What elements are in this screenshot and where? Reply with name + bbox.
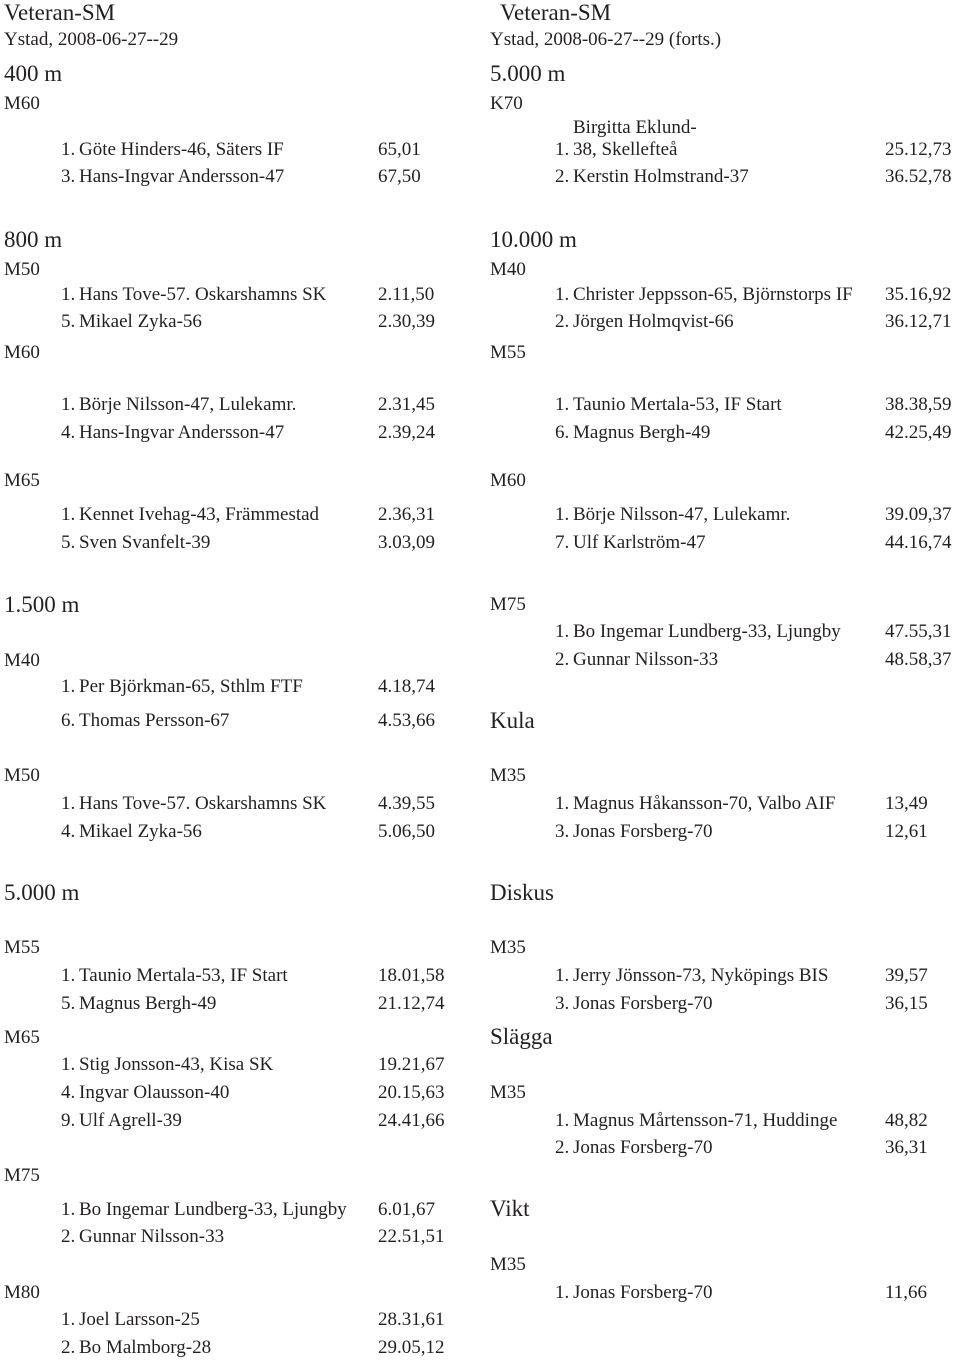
result-value: 36.52,78 <box>885 166 952 187</box>
result-athlete: Jerry Jönsson-73, Nyköpings BIS <box>573 965 829 986</box>
result-place: 1. <box>61 139 76 160</box>
event-heading: 1.500 m <box>4 592 80 617</box>
result-value: 20.15,63 <box>378 1082 445 1103</box>
result-place: 1. <box>61 676 76 697</box>
result-value: 29.05,12 <box>378 1337 445 1358</box>
result-athlete: Sven Svanfelt-39 <box>79 532 211 553</box>
class-heading: M75 <box>4 1165 40 1186</box>
result-value: 48,82 <box>885 1110 928 1131</box>
result-athlete-line1: Birgitta Eklund- <box>573 117 697 138</box>
result-place: 1. <box>555 139 570 160</box>
result-value: 4.18,74 <box>378 676 435 697</box>
result-athlete: Hans-Ingvar Andersson-47 <box>79 166 285 187</box>
result-place: 1. <box>61 1199 76 1220</box>
result-athlete: Jonas Forsberg-70 <box>573 1137 713 1158</box>
result-value: 2.36,31 <box>378 504 435 525</box>
result-place: 2. <box>555 166 570 187</box>
event-heading: 800 m <box>4 227 63 252</box>
result-place: 2. <box>555 649 570 670</box>
result-value: 25.12,73 <box>885 139 952 160</box>
result-value: 36.12,71 <box>885 311 952 332</box>
result-athlete: Per Björkman-65, Sthlm FTF <box>79 676 303 697</box>
result-athlete: Kerstin Holmstrand-37 <box>573 166 749 187</box>
result-place: 1. <box>61 793 76 814</box>
class-heading: M60 <box>4 342 40 363</box>
result-athlete: Mikael Zyka-56 <box>79 311 202 332</box>
result-athlete: Taunio Mertala-53, IF Start <box>573 394 782 415</box>
class-heading: M40 <box>4 650 40 671</box>
result-place: 2. <box>61 1337 76 1358</box>
result-athlete: Kennet Ivehag-43, Främmestad <box>79 504 320 525</box>
result-place: 5. <box>61 311 76 332</box>
class-heading: M65 <box>4 1027 40 1048</box>
result-value: 5.06,50 <box>378 821 435 842</box>
result-place: 1. <box>61 1309 76 1330</box>
result-place: 9. <box>61 1110 76 1131</box>
result-athlete: Ingvar Olausson-40 <box>79 1082 230 1103</box>
result-athlete: Jonas Forsberg-70 <box>573 1282 713 1303</box>
result-place: 2. <box>61 1226 76 1247</box>
result-athlete: 38, Skellefteå <box>573 139 678 160</box>
result-athlete: Jonas Forsberg-70 <box>573 821 713 842</box>
result-place: 1. <box>61 965 76 986</box>
result-place: 1. <box>555 1282 570 1303</box>
result-value: 35.16,92 <box>885 284 952 305</box>
event-heading: Diskus <box>490 880 554 905</box>
result-value: 4.39,55 <box>378 793 435 814</box>
result-athlete: Börje Nilsson-47, Lulekamr. <box>79 394 297 415</box>
class-heading: M35 <box>490 937 526 958</box>
result-athlete: Jonas Forsberg-70 <box>573 993 713 1014</box>
result-place: 1. <box>555 965 570 986</box>
result-value: 4.53,66 <box>378 710 435 731</box>
result-place: 1. <box>61 1054 76 1075</box>
class-heading: M60 <box>4 93 40 114</box>
result-value: 2.39,24 <box>378 422 435 443</box>
result-value: 48.58,37 <box>885 649 952 670</box>
result-place: 1. <box>555 1110 570 1131</box>
result-athlete: Gunnar Nilsson-33 <box>79 1226 225 1247</box>
result-athlete: Hans Tove-57. Oskarshamns SK <box>79 793 327 814</box>
result-athlete: Bo Ingemar Lundberg-33, Ljungby <box>79 1199 347 1220</box>
class-heading: M60 <box>490 470 526 491</box>
result-place: 7. <box>555 532 570 553</box>
event-heading: Slägga <box>490 1024 553 1049</box>
result-value: 6.01,67 <box>378 1199 435 1220</box>
right-subtitle: Ystad, 2008-06-27--29 (forts.) <box>490 29 722 50</box>
result-athlete: Taunio Mertala-53, IF Start <box>79 965 288 986</box>
result-value: 65,01 <box>378 139 421 160</box>
result-value: 67,50 <box>378 166 421 187</box>
result-place: 4. <box>61 821 76 842</box>
right-title: Veteran-SM <box>500 0 612 25</box>
result-value: 19.21,67 <box>378 1054 445 1075</box>
result-place: 1. <box>555 394 570 415</box>
result-value: 28.31,61 <box>378 1309 445 1330</box>
class-heading: M80 <box>4 1282 40 1303</box>
class-heading: M65 <box>4 470 40 491</box>
result-value: 36,15 <box>885 993 928 1014</box>
class-heading: M55 <box>490 342 526 363</box>
result-place: 1. <box>555 793 570 814</box>
result-athlete: Joel Larsson-25 <box>79 1309 200 1330</box>
result-value: 42.25,49 <box>885 422 952 443</box>
result-place: 6. <box>61 710 76 731</box>
result-athlete: Ulf Karlström-47 <box>573 532 706 553</box>
result-value: 38.38,59 <box>885 394 952 415</box>
result-place: 1. <box>61 284 76 305</box>
result-athlete: Ulf Agrell-39 <box>79 1110 182 1131</box>
result-place: 1. <box>555 284 570 305</box>
result-place: 3. <box>61 166 76 187</box>
class-heading: M50 <box>4 259 40 280</box>
result-value: 2.31,45 <box>378 394 435 415</box>
result-value: 24.41,66 <box>378 1110 445 1131</box>
result-place: 4. <box>61 1082 76 1103</box>
result-athlete: Magnus Bergh-49 <box>573 422 711 443</box>
result-value: 2.11,50 <box>378 284 435 305</box>
event-heading: 5.000 m <box>490 61 566 86</box>
result-value: 12,61 <box>885 821 928 842</box>
result-athlete: Hans-Ingvar Andersson-47 <box>79 422 285 443</box>
left-title: Veteran-SM <box>4 0 116 25</box>
result-value: 3.03,09 <box>378 532 435 553</box>
result-athlete: Bo Malmborg-28 <box>79 1337 212 1358</box>
result-value: 18.01,58 <box>378 965 445 986</box>
result-athlete: Börje Nilsson-47, Lulekamr. <box>573 504 791 525</box>
result-place: 2. <box>555 1137 570 1158</box>
class-heading: M35 <box>490 1254 526 1275</box>
result-athlete: Thomas Persson-67 <box>79 710 230 731</box>
class-heading: M35 <box>490 765 526 786</box>
class-heading: K70 <box>490 93 523 114</box>
result-athlete: Magnus Håkansson-70, Valbo AIF <box>573 793 836 814</box>
result-place: 5. <box>61 532 76 553</box>
result-place: 4. <box>61 422 76 443</box>
result-value: 39,57 <box>885 965 928 986</box>
result-value: 22.51,51 <box>378 1226 445 1247</box>
result-place: 1. <box>555 621 570 642</box>
result-place: 2. <box>555 311 570 332</box>
event-heading: 10.000 m <box>490 227 577 252</box>
result-athlete: Hans Tove-57. Oskarshamns SK <box>79 284 327 305</box>
event-heading: 5.000 m <box>4 880 80 905</box>
event-heading: Kula <box>490 708 535 733</box>
result-place: 1. <box>555 504 570 525</box>
result-value: 36,31 <box>885 1137 928 1158</box>
class-heading: M40 <box>490 259 526 280</box>
result-value: 11,66 <box>885 1282 928 1303</box>
class-heading: M35 <box>490 1082 526 1103</box>
result-athlete: Jörgen Holmqvist-66 <box>573 311 734 332</box>
result-value: 13,49 <box>885 793 928 814</box>
result-value: 44.16,74 <box>885 532 952 553</box>
result-athlete: Magnus Bergh-49 <box>79 993 217 1014</box>
class-heading: M75 <box>490 594 526 615</box>
result-place: 3. <box>555 993 570 1014</box>
result-athlete: Magnus Mårtensson-71, Huddinge <box>573 1110 838 1131</box>
result-athlete: Mikael Zyka-56 <box>79 821 202 842</box>
class-heading: M50 <box>4 765 40 786</box>
result-place: 1. <box>61 394 76 415</box>
result-value: 39.09,37 <box>885 504 952 525</box>
result-athlete: Bo Ingemar Lundberg-33, Ljungby <box>573 621 841 642</box>
event-heading: Vikt <box>490 1196 530 1221</box>
result-place: 6. <box>555 422 570 443</box>
result-value: 2.30,39 <box>378 311 435 332</box>
result-value: 21.12,74 <box>378 993 445 1014</box>
result-athlete: Stig Jonsson-43, Kisa SK <box>79 1054 274 1075</box>
left-subtitle: Ystad, 2008-06-27--29 <box>4 29 179 50</box>
result-athlete: Göte Hinders-46, Säters IF <box>79 139 284 160</box>
result-athlete: Christer Jeppsson-65, Björnstorps IF <box>573 284 853 305</box>
class-heading: M55 <box>4 937 40 958</box>
event-heading: 400 m <box>4 61 63 86</box>
result-place: 5. <box>61 993 76 1014</box>
result-place: 1. <box>61 504 76 525</box>
result-athlete: Gunnar Nilsson-33 <box>573 649 719 670</box>
result-place: 3. <box>555 821 570 842</box>
result-value: 47.55,31 <box>885 621 952 642</box>
